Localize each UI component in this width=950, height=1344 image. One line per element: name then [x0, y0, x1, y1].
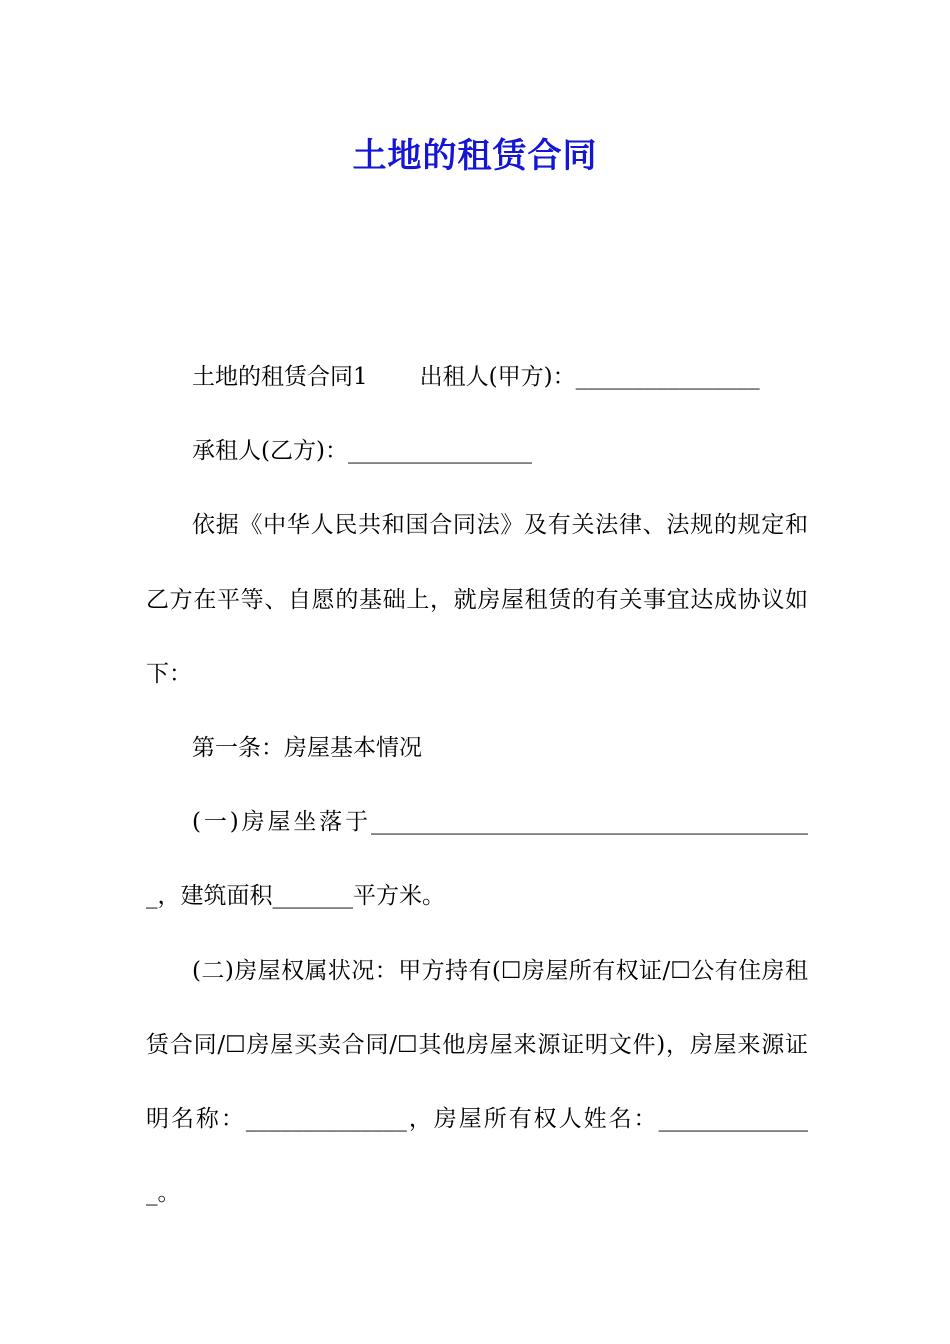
contract-number-label: 土地的租赁合同1	[192, 364, 368, 390]
paragraph-parties-lessor	[146, 340, 808, 414]
document-title: 土地的租赁合同	[352, 136, 598, 176]
paragraph-lessee: 承租人(乙方)：________________	[192, 438, 532, 465]
paragraph-preamble: 依据《中华人民共和国合同法》及有关法律、法规的规定和乙方在平等、自愿的基础上，就房屋租赁的有关事宜达成协议如下：	[146, 512, 808, 687]
paragraph-ownership-status: (二)房屋权属状况：甲方持有(☐房屋所有权证/☐公有住房租赁合同/☐房屋买卖合同/☐其他房屋来源证明文件)，房屋来源证明名称：______________，房屋所有权人姓名：______________。	[146, 957, 808, 1207]
lessor-field: 出租人(甲方)：________________	[419, 364, 760, 390]
paragraph-house-location: (一)房屋坐落于_______________________________________，建筑面积_______平方米。	[146, 809, 808, 910]
document-body	[146, 340, 808, 1230]
paragraph-article-one-heading: 第一条：房屋基本情况	[192, 735, 422, 762]
